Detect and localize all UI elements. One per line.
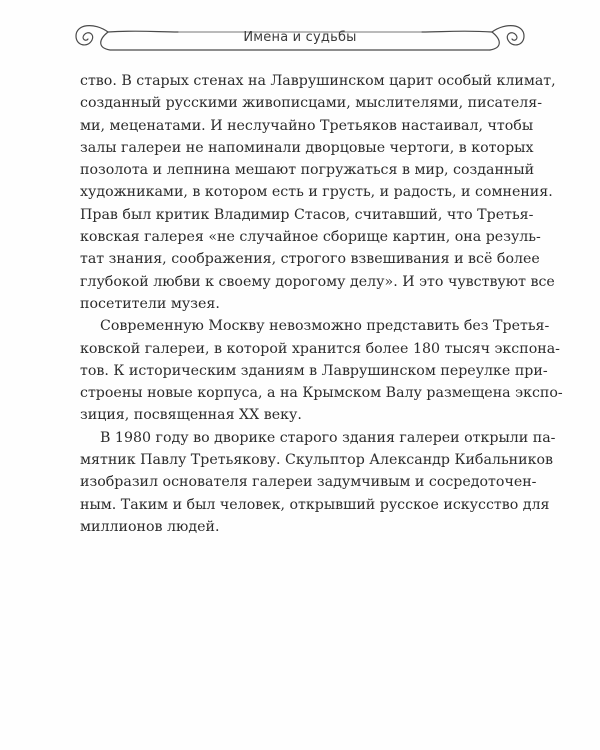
text-line: мятник Павлу Третьякову. Скульптор Александр Кибальников [80,452,553,469]
text-line: позолота и лепнина мешают погружаться в мир, созданный [80,162,535,179]
text-line: строены новые корпуса, а на Крымском Валу размещена экспо- [80,385,563,402]
text-line: ство. В старых стенах на Лаврушинском царит особый климат, [80,73,556,89]
text-line: ным. Таким и был человек, открывший русское искусство для [80,496,550,513]
text-line: созданный русскими живописцами, мыслителями, писателя- [80,95,543,112]
text-line: ковская галерея «не случайное сборище картин, она резуль- [80,229,541,246]
text-line: миллионов людей. [80,518,220,535]
header-title: Имена и судьбы [243,30,357,45]
text-line: изобразил основателя галереи задумчивым и сосредоточен- [80,474,537,491]
text-line: зиция, посвященная XX веку. [80,407,302,424]
text-line: Прав был критик Владимир Стасов, считавший, что Третья- [80,206,534,223]
running-header [68,18,532,62]
text-line: художниками, в котором есть и грусть, и радость, и сомнения. [80,184,553,201]
text-line: залы галереи не напоминали дворцовые чертоги, в которых [80,139,534,156]
text-line: тов. К историческим зданиям в Лаврушинском переулке при- [80,362,548,379]
body-text [80,70,563,538]
text-line: ковской галереи, в которой хранится более 180 тысяч экспона- [80,340,560,357]
text-line: глубокой любви к своему дорогому делу». И это чувствуют все [80,273,555,290]
text-line: посетители музея. [80,295,220,312]
text-line: В 1980 году во дворике старого здания галереи открыли па- [100,429,556,446]
text-line: ми, меценатами. И неслучайно Третьяков настаивал, чтобы [80,117,534,134]
text-line: тат знания, соображения, строгого взвешивания и всё более [80,251,540,268]
text-line: Современную Москву невозможно представить без Третья- [100,318,550,335]
